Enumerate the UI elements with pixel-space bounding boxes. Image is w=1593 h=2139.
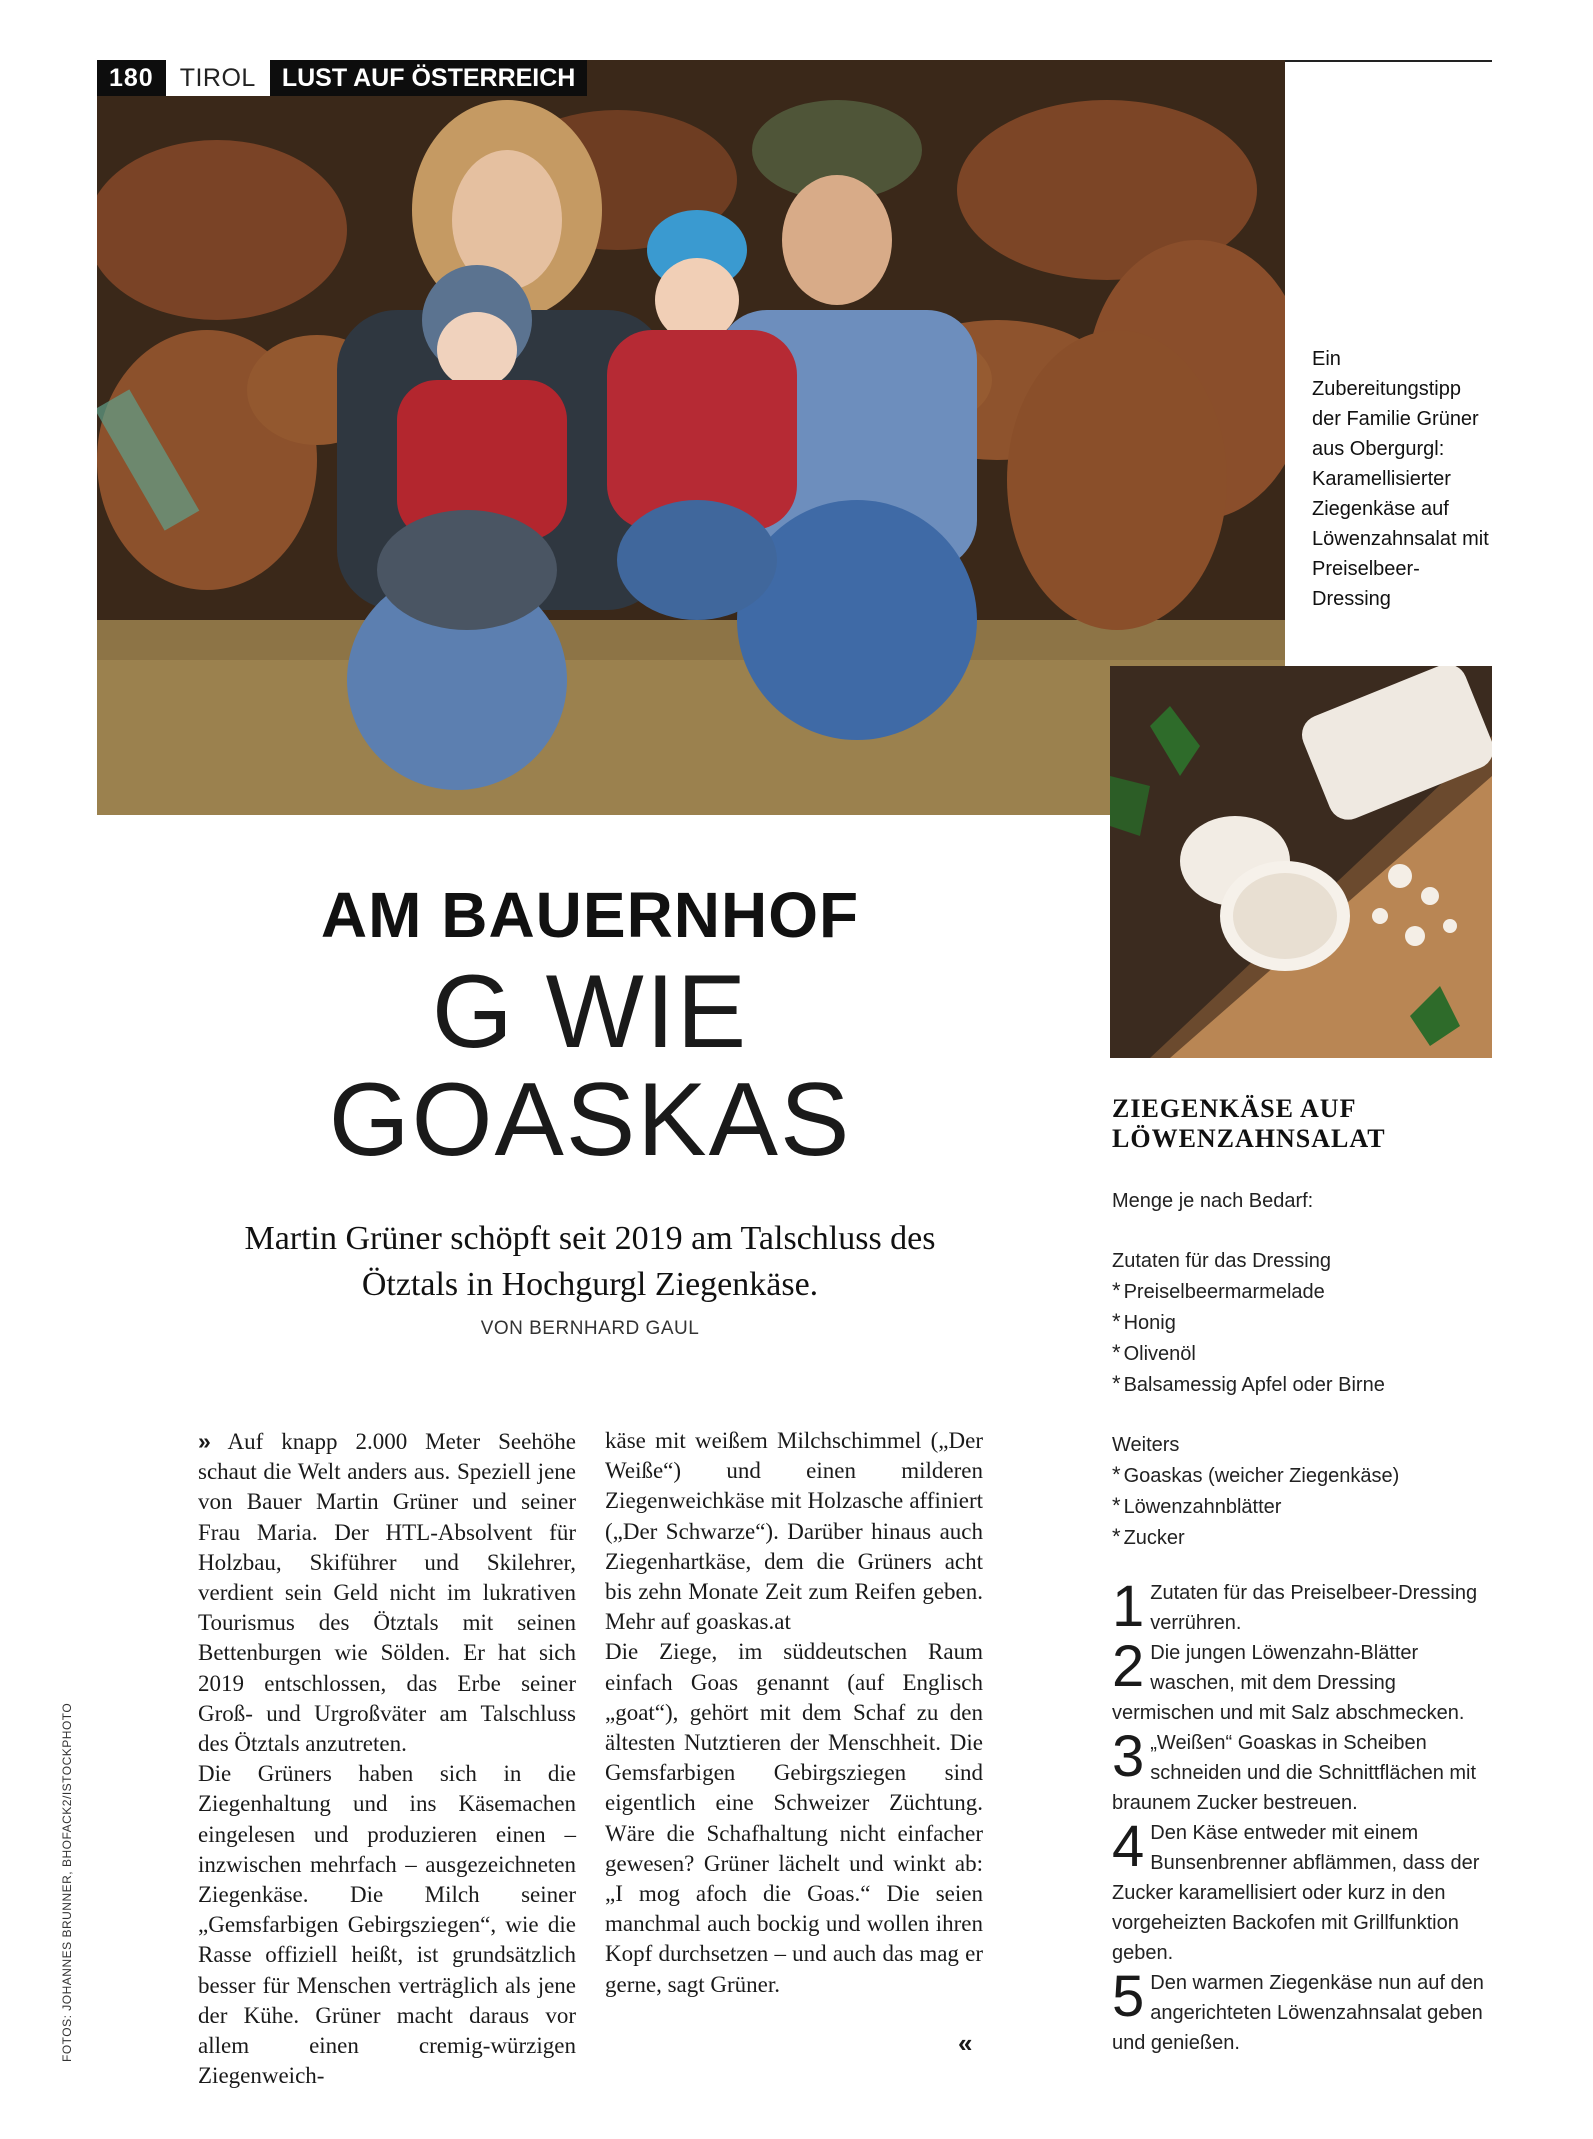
headline-title-line2: GOASKAS (328, 1062, 852, 1178)
dressing-heading: Zutaten für das Dressing (1112, 1250, 1331, 1272)
family-goats-photo (97, 60, 1285, 815)
quote-close-mark: « (958, 2028, 973, 2058)
headline-kicker: AM BAUERNHOF (320, 879, 860, 951)
ingredient-item: * Olivenöl (1112, 1340, 1196, 1365)
other-heading: Weiters (1112, 1434, 1180, 1456)
step-number: 2 (1112, 1634, 1145, 1699)
recipe-title: ZIEGENKÄSE AUF LÖWENZAHNSALAT (1112, 1094, 1386, 1153)
page-number: 180 (109, 64, 154, 92)
recipe-step (1112, 1724, 1497, 1818)
recipe-step (1112, 1574, 1497, 1639)
byline: VON BERNHARD GAUL (480, 1318, 700, 1339)
step-text: Zutaten für das Preiselbeer-Dressing verrühren. (1150, 1582, 1478, 1634)
headline-title (240, 954, 940, 1178)
article-subtitle: Martin Grüner schöpft seit 2019 am Talschluss des Ötztals in Hochgurgl Ziegenkäse. (244, 1220, 936, 1303)
step-text: Den Käse entweder mit einem Bunsenbrenner abflämmen, dass der Zucker karamellisiert oder kurz in den vorgeheizten Backofen mit Grillfunktion geben. (1112, 1822, 1480, 1964)
step-number: 5 (1112, 1964, 1145, 2029)
photo-credit: FOTOS: JOHANNES BRUNNER, BHOFACK2/ISTOCKPHOTO (60, 1702, 74, 2062)
photo-caption: Ein Zubereitungstipp der Familie Grüner aus Obergurgl: Karamellisierter Ziegenkäse auf Löwenzahnsalat mit Preiselbeer-Dressing (1312, 348, 1489, 610)
body-column-1-text: Auf knapp 2.000 Meter Seehöhe schaut die Welt anders aus. Speziell jene von Bauer Martin Grüner und seiner Frau Maria. Der HTL-Absolvent für Holzbau, Skiführer und Skilehrer, verdient sein Geld nicht im lukrativen Tourismus des Ötztals mit seinen Bettenburgen wie Sölden. Er hat sich 2019 entschlossen, das Erbe seiner Groß- und Urgroßväter am Talschluss des Ötztals anzutreten. Die Grüners haben sich in die Ziegenhaltung und ins Käsemachen eingelesen und produzieren einen – inzwischen mehrfach – ausgezeichneten Ziegenkäse. Die Milch seiner „Gemsfarbigen Gebirgsziegen“, wie die Rasse offiziell heißt, ist grundsätzlich besser für Menschen verträglich als jene der Kühe. Grüner macht daraus vor allem einen cremig-würzigen Ziegenweich- (198, 1429, 577, 2089)
body-column-2 (605, 1426, 983, 2000)
recipe-step (1112, 1814, 1497, 1968)
goat-cheese-photo (1110, 666, 1492, 1058)
ingredient-item: * Honig (1112, 1309, 1176, 1334)
region-label: TIROL (166, 60, 270, 96)
ingredient-item: * Goaskas (weicher Ziegenkäse) (1112, 1462, 1400, 1487)
recipe-steps (1112, 1574, 1497, 2058)
step-number: 3 (1112, 1724, 1145, 1789)
recipe-amount: Menge je nach Bedarf: (1112, 1190, 1314, 1212)
recipe-step (1112, 1964, 1497, 2058)
quote-open-mark: » (198, 1428, 211, 1454)
ingredient-item: * Löwenzahnblätter (1112, 1493, 1282, 1518)
step-text: Den warmen Ziegenkäse nun auf den angerichteten Löwenzahnsalat geben und genießen. (1112, 1972, 1484, 2054)
step-text: „Weißen“ Goaskas in Scheiben schneiden und die Schnittflächen mit braunem Zucker bestreuen. (1112, 1732, 1477, 1814)
ingredient-item: * Preiselbeermarmelade (1112, 1278, 1325, 1303)
section-label: LUST AUF ÖSTERREICH (281, 64, 576, 92)
recipe-ingredients (1112, 1186, 1497, 1553)
recipe-step (1112, 1634, 1497, 1728)
body-column-1 (198, 1426, 576, 2091)
step-text: Die jungen Löwenzahn-Blätter waschen, mit dem Dressing vermischen und mit Salz abschmecken. (1112, 1642, 1465, 1724)
ingredient-item: * Balsamessig Apfel oder Birne (1112, 1371, 1385, 1396)
page-header (97, 60, 587, 96)
body-column-2-text: käse mit weißem Milchschimmel („Der Weiße“) und einen milderen Ziegenweichkäse mit Holzasche affiniert („Der Schwarze“). Darüber hinaus auch Ziegenhartkäse, dem die Grüners acht bis zehn Monate Zeit zum Reifen geben. Mehr auf goaskas.at Die Ziege, im süddeutschen Raum einfach Goas genannt (auf Englisch „goat“), gehört mit dem Schaf zu den ältesten Nutztieren der Menschheit. Die Gemsfarbigen Gebirgsziegen sind eigentlich eine Schweizer Züchtung. Wäre die Schafhaltung nicht einfacher gewesen? Grüner lächelt und winkt ab: „I mog afoch die Goas.“ Die seien manchmal auch bockig und wollen ihren Kopf durchsetzen – und auch das mag er gerne, sagt Grüner. (605, 1428, 983, 1997)
step-number: 4 (1112, 1814, 1145, 1879)
ingredient-item: * Zucker (1112, 1524, 1185, 1549)
step-number: 1 (1112, 1574, 1145, 1639)
headline-title-line1: G WIE (431, 954, 749, 1070)
